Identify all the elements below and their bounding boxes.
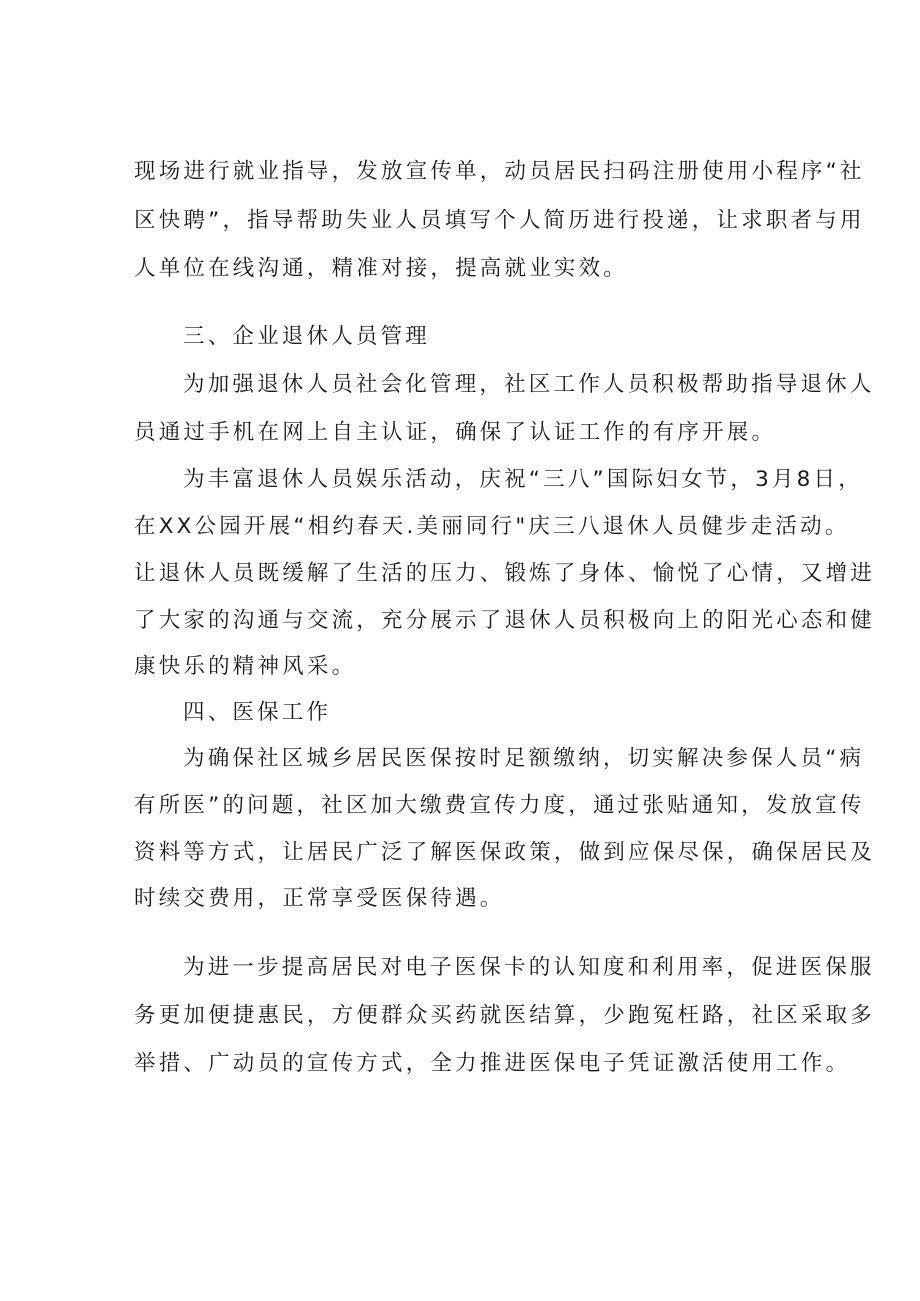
- paragraph-line: 区快聘”，指导帮助失业人员填写个人简历进行投递，让求职者与用: [134, 208, 865, 233]
- section-heading: 三、企业退休人员管理: [183, 324, 431, 349]
- paragraph-line: 为加强退休人员社会化管理，社区工作人员积极帮助指导退休人: [183, 372, 875, 397]
- paragraph-line: 举措、广动员的宣传方式，全力推进医保电子凭证激活使用工作。: [134, 1051, 851, 1076]
- paragraph-line: 员通过手机在网上自主认证，确保了认证工作的有序开展。: [134, 420, 777, 445]
- paragraph-line: 时续交费用，正常享受医保待遇。: [134, 886, 505, 911]
- paragraph-line: 务更加便捷惠民，方便群众买药就医结算，少跑冤枉路，社区采取多: [134, 1003, 876, 1028]
- paragraph-line: 让退休人员既缓解了生活的压力、锻炼了身体、愉悦了心情，又增进: [134, 561, 876, 586]
- paragraph-line: 康快乐的精神风采。: [134, 654, 357, 679]
- paragraph-line: 人单位在线沟通，精准对接，提高就业实效。: [134, 256, 629, 281]
- paragraph-line: 有所医”的问题，社区加大缴费宣传力度，通过张贴通知，发放宣传: [134, 793, 865, 818]
- paragraph-line: 了大家的沟通与交流，充分展示了退休人员积极向上的阳光心态和健: [134, 608, 876, 633]
- section-heading: 四、医保工作: [183, 700, 332, 725]
- paragraph-line: 为丰富退休人员娱乐活动，庆祝“三八”国际妇女节，3月8日，: [183, 467, 863, 492]
- paragraph-line: 现场进行就业指导，发放宣传单，动员居民扫码注册使用小程序“社: [134, 159, 865, 184]
- paragraph-line: 为确保社区城乡居民医保按时足额缴纳，切实解决参保人员“病: [183, 746, 865, 771]
- paragraph-line: 为进一步提高居民对电子医保卡的认知度和利用率，促进医保服: [183, 955, 875, 980]
- paragraph-line: 在XX公园开展“相约春天.美丽同行"庆三八退休人员健步走活动。: [134, 514, 850, 539]
- paragraph-line: 资料等方式，让居民广泛了解医保政策，做到应保尽保，确保居民及: [134, 840, 876, 865]
